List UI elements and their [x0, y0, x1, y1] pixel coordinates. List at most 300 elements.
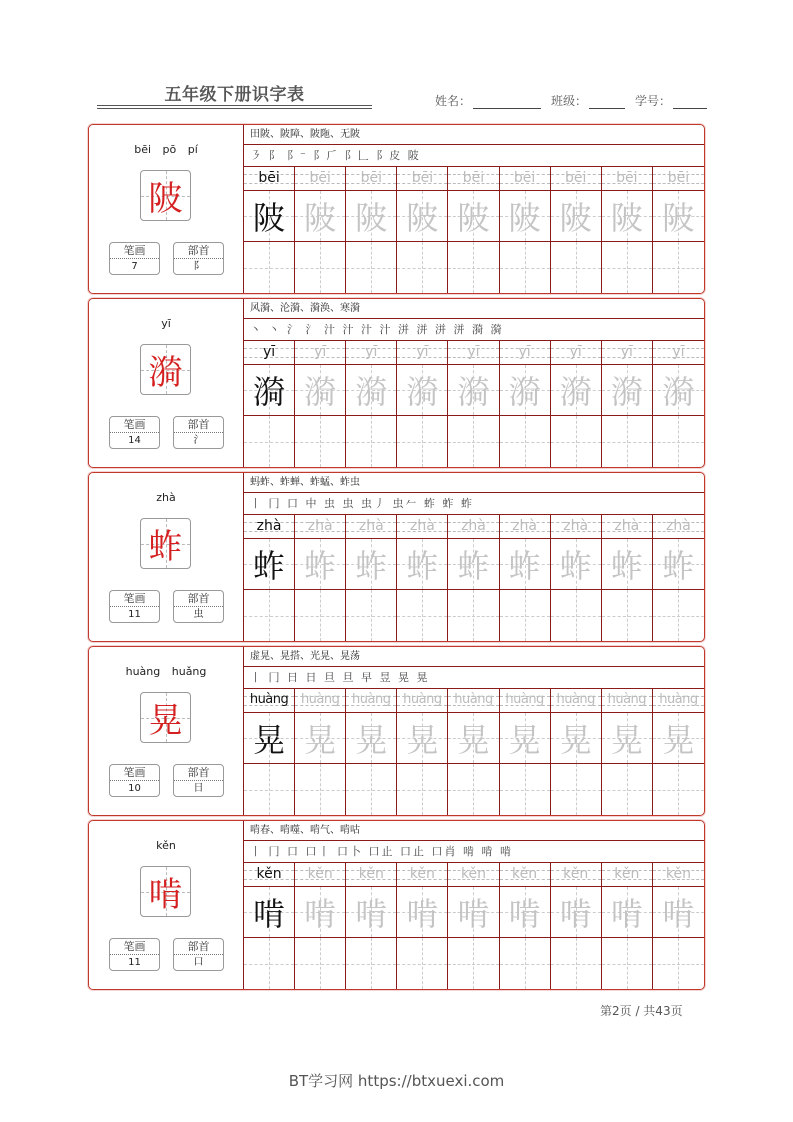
pinyin-cell — [500, 863, 551, 887]
practice-cell[interactable] — [295, 590, 346, 641]
practice-area — [244, 647, 704, 815]
trace-character: 漪 — [559, 373, 592, 411]
trace-cell — [602, 365, 653, 416]
trace-cell — [295, 191, 346, 242]
grid-pinyin: zhà — [307, 518, 333, 534]
trace-cell — [551, 191, 602, 242]
trace-character: 漪 — [253, 373, 286, 411]
trace-character: 啃 — [406, 895, 439, 933]
pinyin-cell — [397, 515, 448, 539]
trace-character: 漪 — [457, 373, 490, 411]
pinyin-row — [244, 167, 704, 191]
stroke-count-box — [109, 938, 160, 971]
stroke-order: 丨 冂 口 中 虫 虫 虫丿 虫𠂉 蚱 蚱 蚱 — [244, 493, 704, 515]
practice-cell[interactable] — [244, 590, 295, 641]
trace-character: 晃 — [304, 721, 337, 759]
model-character-box — [140, 518, 191, 569]
practice-cell[interactable] — [397, 938, 448, 989]
pinyin-cell — [295, 167, 346, 191]
practice-cell[interactable] — [448, 764, 499, 815]
grid-pinyin: yī — [314, 344, 327, 360]
pinyin-cell — [500, 515, 551, 539]
worksheet-header — [97, 80, 707, 112]
grid-pinyin: yī — [262, 344, 276, 360]
character-block — [88, 298, 705, 468]
stroke-order: ㇋ 阝 阝⁻ 阝𠂆 阝𠃊 阝皮 陂 — [244, 145, 704, 167]
pinyin-label: zhà — [156, 491, 176, 504]
model-character-box — [140, 692, 191, 743]
trace-character: 晃 — [355, 721, 388, 759]
trace-cell — [500, 887, 551, 938]
pinyin-cell — [448, 863, 499, 887]
class-label: 班级： — [550, 94, 587, 108]
practice-row — [244, 590, 704, 641]
trace-cell — [653, 365, 704, 416]
trace-cell — [500, 365, 551, 416]
model-character: 啃 — [148, 875, 183, 915]
grid-pinyin: yī — [620, 344, 633, 360]
pinyin-row — [244, 689, 704, 713]
pinyin-cell — [244, 167, 295, 191]
practice-cell[interactable] — [448, 590, 499, 641]
practice-cell[interactable] — [448, 938, 499, 989]
stroke-order: 丨 冂 口 口丨 口卜 口止 口止 口肖 啃 啃 啃 — [244, 841, 704, 863]
character-info-panel — [89, 299, 244, 467]
practice-cell[interactable] — [653, 764, 704, 815]
practice-cell[interactable] — [653, 938, 704, 989]
grid-pinyin: bēi — [616, 170, 638, 186]
trace-cell — [653, 539, 704, 590]
trace-cell — [397, 713, 448, 764]
pinyin-cell — [602, 341, 653, 365]
practice-cell[interactable] — [397, 764, 448, 815]
pinyin-cell — [397, 167, 448, 191]
trace-cell — [244, 713, 295, 764]
pinyin-cell — [500, 167, 551, 191]
character-block — [88, 124, 705, 294]
grid-pinyin: kěn — [358, 866, 384, 882]
pinyin-label: yī — [161, 317, 171, 330]
practice-row — [244, 416, 704, 467]
trace-cell — [448, 539, 499, 590]
pinyin-cell — [346, 689, 397, 713]
practice-cell[interactable] — [346, 416, 397, 467]
pinyin-cell — [602, 689, 653, 713]
grid-pinyin: huàng — [300, 692, 340, 707]
grid-pinyin: bēi — [565, 170, 587, 186]
trace-character: 蚱 — [355, 547, 388, 585]
trace-character: 蚱 — [508, 547, 541, 585]
pinyin-cell — [551, 341, 602, 365]
trace-character: 漪 — [304, 373, 337, 411]
stroke-count-value: 7 — [131, 261, 138, 272]
practice-cell[interactable] — [448, 416, 499, 467]
practice-cell[interactable] — [500, 764, 551, 815]
trace-cell — [653, 191, 704, 242]
trace-character: 啃 — [610, 895, 643, 933]
grid-pinyin: yī — [672, 344, 685, 360]
grid-pinyin: zhà — [256, 518, 282, 534]
trace-character: 啃 — [457, 895, 490, 933]
pinyin-row — [244, 515, 704, 539]
trace-character: 陂 — [508, 199, 541, 237]
practice-cell[interactable] — [653, 242, 704, 293]
stroke-order: 丨 冂 日 日 旦 旦 早 昱 晃 晃 — [244, 667, 704, 689]
model-character: 陂 — [148, 179, 183, 219]
pinyin-cell — [244, 341, 295, 365]
trace-cell — [448, 365, 499, 416]
number-field[interactable] — [635, 92, 707, 109]
practice-cell[interactable] — [500, 242, 551, 293]
grid-pinyin: bēi — [360, 170, 382, 186]
grid-pinyin: zhà — [614, 518, 640, 534]
practice-cell[interactable] — [346, 938, 397, 989]
trace-character: 蚱 — [559, 547, 592, 585]
trace-character: 晃 — [559, 721, 592, 759]
page-title: 五年级下册识字表 — [164, 85, 305, 105]
trace-row — [244, 191, 704, 242]
radical-label: 部首 — [174, 939, 223, 955]
pinyin-label: bēi pō pí — [134, 143, 198, 156]
trace-cell — [295, 887, 346, 938]
trace-cell — [500, 539, 551, 590]
grid-pinyin: yī — [416, 344, 429, 360]
grid-pinyin: bēi — [513, 170, 536, 186]
grid-pinyin: bēi — [258, 170, 280, 186]
trace-cell — [346, 887, 397, 938]
word-examples: 田陂、陂障、陂陁、无陂 — [244, 125, 704, 145]
practice-cell[interactable] — [602, 938, 653, 989]
practice-row — [244, 242, 704, 293]
grid-pinyin: huàng — [454, 692, 493, 707]
radical-value: 口 — [193, 957, 204, 968]
character-block — [88, 472, 705, 642]
trace-cell — [602, 887, 653, 938]
word-examples: 风漪、沦漪、漪涣、寒漪 — [244, 299, 704, 319]
stroke-count-box — [109, 242, 160, 275]
name-blank[interactable] — [473, 95, 541, 109]
student-fields — [435, 92, 707, 109]
pinyin-cell — [448, 515, 499, 539]
trace-character: 漪 — [406, 373, 439, 411]
practice-cell[interactable] — [653, 590, 704, 641]
stroke-count-label: 笔画 — [110, 939, 159, 955]
grid-pinyin: kěn — [460, 866, 487, 882]
trace-cell — [244, 539, 295, 590]
practice-cell[interactable] — [602, 764, 653, 815]
trace-character: 陂 — [662, 199, 695, 237]
pinyin-row — [244, 341, 704, 365]
stroke-count-box — [109, 764, 160, 797]
stroke-count-value: 11 — [128, 609, 141, 620]
trace-character: 蚱 — [304, 547, 337, 585]
grid-pinyin: bēi — [462, 170, 485, 186]
pinyin-cell — [500, 341, 551, 365]
pinyin-cell — [397, 863, 448, 887]
trace-character: 蚱 — [406, 547, 439, 585]
stroke-count-box — [109, 416, 160, 449]
trace-cell — [602, 191, 653, 242]
trace-character: 蚱 — [662, 547, 695, 585]
trace-character: 陂 — [253, 199, 286, 237]
practice-cell[interactable] — [551, 764, 602, 815]
trace-cell — [244, 191, 295, 242]
pinyin-cell — [653, 341, 704, 365]
character-info-panel — [89, 647, 244, 815]
grid-pinyin: bēi — [411, 170, 434, 186]
grid-pinyin: zhà — [461, 518, 486, 534]
grid-pinyin: kěn — [256, 866, 282, 882]
practice-cell[interactable] — [346, 590, 397, 641]
trace-cell — [244, 365, 295, 416]
pinyin-cell — [346, 863, 397, 887]
practice-cell[interactable] — [602, 590, 653, 641]
practice-cell[interactable] — [244, 416, 295, 467]
word-examples: 虚晃、晃搭、光晃、晃荡 — [244, 647, 704, 667]
practice-cell[interactable] — [448, 242, 499, 293]
grid-pinyin: huàng — [249, 692, 289, 707]
practice-cell[interactable] — [295, 242, 346, 293]
trace-cell — [653, 713, 704, 764]
trace-cell — [551, 365, 602, 416]
word-examples: 啃春、啃噬、啃气、啃咕 — [244, 821, 704, 841]
trace-character: 晃 — [610, 721, 643, 759]
pinyin-cell — [602, 863, 653, 887]
trace-character: 漪 — [662, 373, 695, 411]
trace-cell — [448, 713, 499, 764]
word-examples: 蚂蚱、蚱蝉、蚱蜢、蚱虫 — [244, 473, 704, 493]
grid-pinyin: zhà — [563, 518, 589, 534]
pinyin-cell — [653, 689, 704, 713]
trace-cell — [602, 539, 653, 590]
grid-pinyin: yī — [518, 344, 531, 360]
trace-cell — [346, 539, 397, 590]
pinyin-cell — [295, 341, 346, 365]
practice-cell[interactable] — [397, 416, 448, 467]
trace-character: 陂 — [559, 199, 592, 237]
site-footer: BT学习网 https://btxuexi.com — [288, 1072, 505, 1090]
model-character: 蚱 — [148, 527, 183, 567]
trace-cell — [397, 887, 448, 938]
practice-cell[interactable] — [551, 416, 602, 467]
practice-cell[interactable] — [653, 416, 704, 467]
pinyin-cell — [653, 167, 704, 191]
stroke-count-label: 笔画 — [110, 591, 159, 607]
radical-box — [173, 590, 224, 623]
page-number: 第2页 / 共43页 — [600, 1004, 683, 1018]
practice-cell[interactable] — [500, 938, 551, 989]
grid-pinyin: kěn — [614, 866, 640, 882]
stroke-count-value: 11 — [128, 957, 141, 968]
trace-character: 啃 — [304, 895, 337, 933]
pinyin-cell — [653, 863, 704, 887]
stroke-count-label: 笔画 — [110, 243, 159, 259]
pinyin-cell — [295, 863, 346, 887]
pinyin-cell — [244, 515, 295, 539]
pinyin-cell — [551, 863, 602, 887]
grid-pinyin: kěn — [665, 866, 691, 882]
trace-character: 啃 — [662, 895, 695, 933]
pinyin-cell — [397, 341, 448, 365]
trace-row — [244, 365, 704, 416]
character-block — [88, 646, 705, 816]
practice-row — [244, 764, 704, 815]
pinyin-cell — [653, 515, 704, 539]
radical-label: 部首 — [174, 591, 223, 607]
practice-area — [244, 821, 704, 989]
grid-pinyin: huàng — [352, 692, 391, 707]
radical-value: 日 — [193, 783, 204, 794]
grid-pinyin: kěn — [512, 866, 538, 882]
stroke-count-value: 10 — [128, 783, 141, 794]
model-character-box — [140, 170, 191, 221]
pinyin-cell — [551, 167, 602, 191]
stroke-count-value: 14 — [128, 435, 141, 446]
practice-cell[interactable] — [295, 938, 346, 989]
trace-cell — [397, 191, 448, 242]
practice-cell[interactable] — [500, 590, 551, 641]
stroke-count-label: 笔画 — [110, 417, 159, 433]
number-label: 学号： — [634, 94, 671, 108]
trace-cell — [500, 191, 551, 242]
radical-value: 虫 — [193, 609, 204, 620]
pinyin-row — [244, 863, 704, 887]
trace-character: 啃 — [355, 895, 388, 933]
class-blank[interactable] — [589, 95, 625, 109]
model-character: 漪 — [148, 353, 183, 393]
pinyin-label: kěn — [156, 839, 176, 852]
trace-character: 晃 — [662, 721, 695, 759]
trace-cell — [397, 539, 448, 590]
trace-cell — [551, 887, 602, 938]
practice-cell[interactable] — [397, 590, 448, 641]
practice-row — [244, 938, 704, 989]
grid-pinyin: bēi — [309, 170, 331, 186]
practice-cell[interactable] — [244, 764, 295, 815]
number-blank[interactable] — [673, 95, 707, 109]
radical-value: 氵 — [193, 435, 204, 446]
pinyin-cell — [500, 689, 551, 713]
radical-label: 部首 — [174, 417, 223, 433]
grid-pinyin: zhà — [666, 518, 691, 534]
radical-value: 阝 — [193, 261, 204, 272]
practice-area — [244, 299, 704, 467]
pinyin-cell — [551, 689, 602, 713]
trace-character: 晃 — [457, 721, 490, 759]
practice-cell[interactable] — [295, 416, 346, 467]
trace-row — [244, 539, 704, 590]
trace-row — [244, 713, 704, 764]
trace-character: 陂 — [610, 199, 643, 237]
trace-character: 蚱 — [253, 547, 286, 585]
trace-cell — [295, 539, 346, 590]
name-label: 姓名： — [434, 94, 471, 108]
trace-cell — [551, 539, 602, 590]
grid-pinyin: zhà — [512, 518, 537, 534]
practice-cell[interactable] — [602, 416, 653, 467]
trace-character: 啃 — [253, 895, 286, 933]
pinyin-cell — [346, 167, 397, 191]
practice-cell[interactable] — [397, 242, 448, 293]
pinyin-cell — [397, 689, 448, 713]
trace-character: 蚱 — [457, 547, 490, 585]
pinyin-cell — [346, 341, 397, 365]
practice-cell[interactable] — [551, 938, 602, 989]
practice-cell[interactable] — [500, 416, 551, 467]
pinyin-cell — [244, 863, 295, 887]
pinyin-cell — [551, 515, 602, 539]
pinyin-cell — [244, 689, 295, 713]
pinyin-cell — [448, 341, 499, 365]
model-character-box — [140, 866, 191, 917]
trace-character: 陂 — [304, 199, 337, 237]
trace-cell — [397, 365, 448, 416]
pinyin-label: huàng huǎng — [125, 665, 207, 678]
trace-character: 晃 — [253, 721, 286, 759]
trace-character: 漪 — [508, 373, 541, 411]
trace-cell — [448, 887, 499, 938]
trace-cell — [346, 365, 397, 416]
trace-character: 晃 — [406, 721, 439, 759]
trace-cell — [295, 365, 346, 416]
grid-pinyin: zhà — [358, 518, 384, 534]
pinyin-cell — [602, 167, 653, 191]
trace-cell — [551, 713, 602, 764]
name-field[interactable] — [435, 92, 541, 109]
trace-character: 漪 — [355, 373, 388, 411]
grid-pinyin: zhà — [409, 518, 435, 534]
grid-pinyin: huàng — [505, 692, 544, 707]
stroke-order: 丶 丶 氵 氵 汁 汁 汁 汁 洴 洴 洴 洴 漪 漪 — [244, 319, 704, 341]
grid-pinyin: huàng — [556, 692, 595, 707]
practice-cell[interactable] — [346, 242, 397, 293]
radical-box — [173, 938, 224, 971]
trace-character: 陂 — [355, 199, 388, 237]
trace-cell — [602, 713, 653, 764]
radical-label: 部首 — [174, 243, 223, 259]
trace-character: 陂 — [457, 199, 490, 237]
stroke-count-label: 笔画 — [110, 765, 159, 781]
trace-cell — [500, 713, 551, 764]
practice-cell[interactable] — [244, 242, 295, 293]
class-field[interactable] — [551, 92, 625, 109]
pinyin-cell — [448, 167, 499, 191]
pinyin-cell — [295, 515, 346, 539]
grid-pinyin: yī — [467, 344, 480, 360]
trace-row — [244, 887, 704, 938]
character-info-panel — [89, 125, 244, 293]
grid-pinyin: huàng — [403, 692, 442, 707]
trace-character: 漪 — [610, 373, 643, 411]
practice-cell[interactable] — [244, 938, 295, 989]
pinyin-cell — [346, 515, 397, 539]
title-underline-2 — [97, 108, 372, 109]
character-block — [88, 820, 705, 990]
grid-pinyin: kěn — [409, 866, 435, 882]
trace-cell — [346, 191, 397, 242]
practice-cell[interactable] — [346, 764, 397, 815]
stroke-count-box — [109, 590, 160, 623]
practice-cell[interactable] — [551, 242, 602, 293]
practice-cell[interactable] — [551, 590, 602, 641]
trace-character: 啃 — [559, 895, 592, 933]
practice-cell[interactable] — [295, 764, 346, 815]
title-underline — [97, 105, 372, 106]
trace-character: 晃 — [508, 721, 541, 759]
radical-box — [173, 416, 224, 449]
practice-cell[interactable] — [602, 242, 653, 293]
pinyin-cell — [448, 689, 499, 713]
